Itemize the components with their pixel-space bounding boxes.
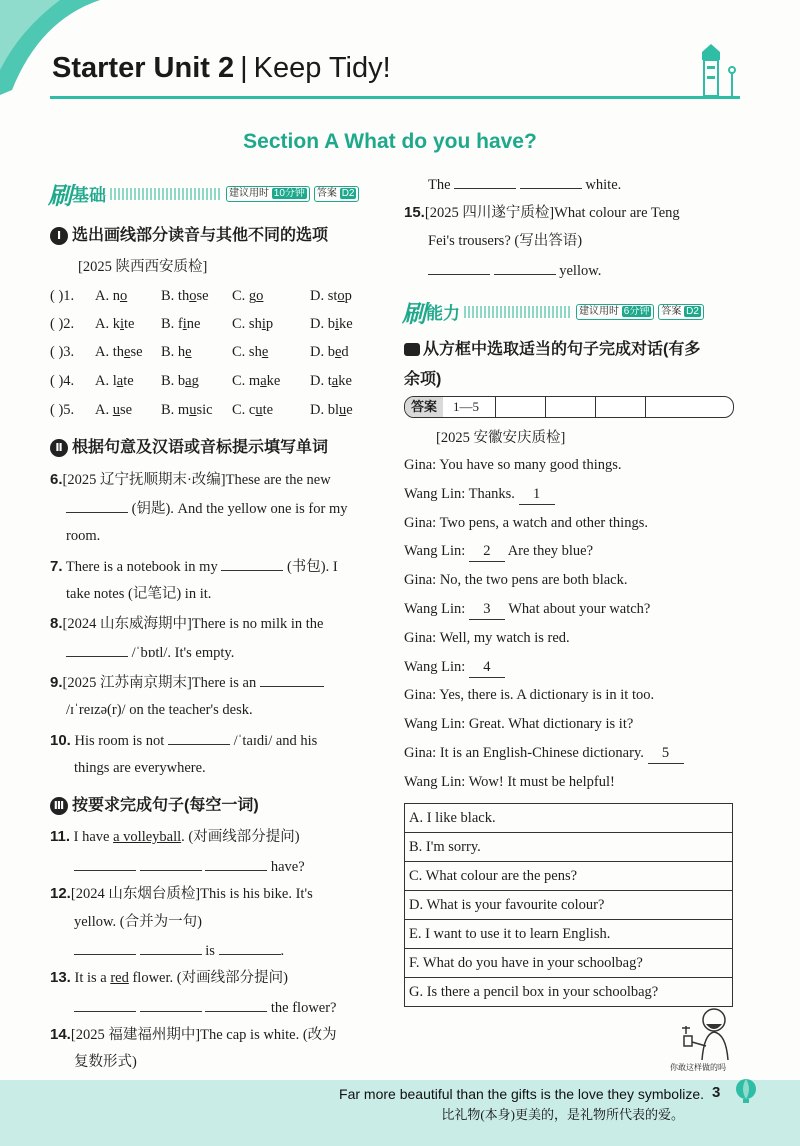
question-11-line2: have? xyxy=(74,856,305,877)
answer-blank[interactable] xyxy=(221,556,283,571)
question-8-line2: /ˈbɒtl/. It's empty. xyxy=(66,642,234,663)
answer-blank[interactable] xyxy=(219,940,281,955)
item-number: 1. xyxy=(63,288,75,304)
ability-task-line2: 余项) xyxy=(404,371,442,388)
option-c: C. she xyxy=(232,344,269,360)
footer-quote-zh: 比礼物(本身)更美的，是礼物所代表的爱。 xyxy=(441,1107,684,1122)
answer-page-tag: 答案 D2 xyxy=(658,304,704,320)
question-15-line2: Fei's trousers? (写出答语) xyxy=(428,233,583,249)
question-13-line2: the flower? xyxy=(74,997,337,1018)
option-a: A. kite xyxy=(95,316,135,332)
question-13-line1: 13. It is a red flower. (对画线部分提问) xyxy=(50,969,288,986)
answer-blank[interactable] xyxy=(140,940,202,955)
section-title: Section A What do you have? xyxy=(243,130,537,153)
header-corner-decoration xyxy=(0,0,120,100)
dialogue-blank[interactable]: 4 xyxy=(469,657,505,678)
answer-paren[interactable]: ( ) xyxy=(50,288,64,304)
dialogue-blank[interactable]: 3 xyxy=(469,599,505,620)
stripe-divider xyxy=(110,188,222,200)
option-a: A. these xyxy=(95,344,143,360)
option-sentence: G. Is there a pencil box in your schoolbag? xyxy=(409,984,659,1000)
part-i-heading: Ⅰ 选出画线部分读音与其他不同的选项 xyxy=(50,222,328,245)
mascot-caption: 你敢这样做的吗 xyxy=(670,1063,726,1072)
answer-cell[interactable] xyxy=(595,397,645,417)
part-ii-numeral: Ⅱ xyxy=(50,439,68,457)
unit-heading xyxy=(52,52,391,85)
answer-blank[interactable] xyxy=(74,940,136,955)
answer-cell[interactable] xyxy=(545,397,595,417)
part-iii-numeral: Ⅲ xyxy=(50,797,68,815)
question-6-line2: (钥匙). And the yellow one is for my xyxy=(66,498,347,519)
answer-blank[interactable] xyxy=(520,174,582,189)
choice-item xyxy=(50,286,74,306)
option-c: C. make xyxy=(232,373,281,389)
question-12-line2: yellow. (合并为一句) xyxy=(74,914,202,930)
footer-quote-en: Far more beautiful than the gifts is the love they symbolize. xyxy=(339,1086,704,1102)
dialogue-line: Gina: It is an English-Chinese dictionary. 5 xyxy=(404,743,684,764)
question-11-line1: 11. I have a volleyball. (对画线部分提问) xyxy=(50,828,300,845)
option-b: B. bag xyxy=(161,373,199,389)
dialogue-line: Gina: Two pens, a watch and other things. xyxy=(404,514,648,531)
mascot-thumbs-up-icon xyxy=(672,1004,742,1062)
ability-task-line1: 从方框中选取适当的句子完成对话(有多 xyxy=(404,336,700,359)
unit-title: Keep Tidy! xyxy=(253,52,391,84)
option-d: D. take xyxy=(310,373,352,389)
part-iii-heading: Ⅲ 按要求完成句子(每空一词) xyxy=(50,792,259,815)
answer-blank[interactable] xyxy=(140,856,202,871)
ability-label: 能力 xyxy=(426,304,460,323)
question-6-line3: room. xyxy=(66,528,101,544)
item-number: 4. xyxy=(63,373,75,389)
dialogue-blank[interactable]: 2 xyxy=(469,541,505,562)
question-7-line2: take notes (记笔记) in it. xyxy=(66,586,212,602)
dialogue-line: Gina: No, the two pens are both black. xyxy=(404,572,628,589)
ability-source: [2025 安徽安庆质检] xyxy=(436,430,566,446)
question-6-line1: 6.[2025 辽宁抚顺期末·改编]These are the new xyxy=(50,471,331,488)
question-7-line1: 7. There is a notebook in my (书包). I xyxy=(50,558,338,575)
stripe-divider xyxy=(464,306,572,318)
option-c: C. cute xyxy=(232,402,274,418)
page-number: 3 xyxy=(712,1084,721,1101)
dialogue-line: Wang Lin: Thanks. 1 xyxy=(404,484,555,505)
dialogue-line: Wang Lin: 2 Are they blue? xyxy=(404,541,593,562)
option-a: A. no xyxy=(95,288,128,304)
answer-blank[interactable] xyxy=(74,856,136,871)
suggested-time-tag: 建议用时 10分钟 xyxy=(226,186,310,202)
question-14-line3: The white. xyxy=(428,174,621,195)
option-a: A. late xyxy=(95,373,134,389)
basic-label: 基础 xyxy=(72,186,106,205)
dialogue-blank[interactable]: 1 xyxy=(519,484,555,505)
dialogue-line: Wang Lin: Wow! It must be helpful! xyxy=(404,773,615,790)
question-8-line1: 8.[2024 山东威海期中]There is no milk in the xyxy=(50,615,324,632)
ability-section-bar xyxy=(402,294,704,328)
dialogue-line: Wang Lin: Great. What dictionary is it? xyxy=(404,716,634,733)
title-separator: | xyxy=(240,52,248,84)
answer-blank[interactable] xyxy=(74,997,136,1012)
question-12-line1: 12.[2024 山东烟台质检]This is his bike. It's xyxy=(50,885,313,902)
question-15-line1: 15.[2025 四川遂宁质检]What colour are Teng xyxy=(404,204,680,221)
choice-item xyxy=(50,314,74,334)
item-number: 5. xyxy=(63,402,75,418)
answer-blank[interactable] xyxy=(205,997,267,1012)
option-b: B. fine xyxy=(161,316,201,332)
answer-blank[interactable] xyxy=(140,997,202,1012)
speech-bubble-icon xyxy=(404,343,420,356)
choice-item xyxy=(50,400,74,420)
suggested-time-tag: 建议用时 6分钟 xyxy=(576,304,654,320)
brush-char: 刷 xyxy=(402,301,426,328)
option-d: D. bed xyxy=(310,344,349,360)
question-14-line1: 14.[2025 福建福州期中]The cap is white. (改为 xyxy=(50,1026,337,1043)
option-d: D. bike xyxy=(310,316,353,332)
question-10-line1: 10. His room is not /ˈtaɪdi/ and his xyxy=(50,732,318,749)
part-i-source: [2025 陕西西安质检] xyxy=(78,259,208,275)
answer-page-tag: 答案 D2 xyxy=(314,186,360,202)
question-15-line3: yellow. xyxy=(428,260,601,281)
answer-blank[interactable] xyxy=(168,730,230,745)
option-b: B. music xyxy=(161,402,213,418)
answer-cell[interactable] xyxy=(495,397,545,417)
dialogue-line: Gina: Well, my watch is red. xyxy=(404,629,570,646)
basic-section-bar xyxy=(48,176,359,210)
unit-label: Starter Unit 2 xyxy=(52,52,235,84)
option-sentence: F. What do you have in your schoolbag? xyxy=(405,949,732,978)
choice-item xyxy=(50,342,74,362)
option-c: C. ship xyxy=(232,316,274,332)
header-rule xyxy=(50,96,740,99)
answer-blank[interactable] xyxy=(66,642,128,657)
choice-item xyxy=(50,371,74,391)
answer-paren[interactable]: ( ) xyxy=(50,344,64,360)
option-sentence: A. I like black. xyxy=(405,804,732,833)
item-number: 3. xyxy=(63,344,75,360)
option-a: A. use xyxy=(95,402,133,418)
answer-blank[interactable] xyxy=(260,672,324,687)
question-10-line2: things are everywhere. xyxy=(74,760,206,776)
dialogue-line: Wang Lin: 3 What about your watch? xyxy=(404,599,650,620)
option-sentence: E. I want to use it to learn English. xyxy=(405,920,732,949)
option-d: D. blue xyxy=(310,402,353,418)
question-9-line1: 9.[2025 江苏南京期末]There is an xyxy=(50,672,324,693)
dialogue-blank[interactable]: 5 xyxy=(648,743,684,764)
answer-paren[interactable]: ( ) xyxy=(50,402,64,418)
answer-blank[interactable] xyxy=(66,498,128,513)
dialogue-line: Wang Lin: 4 xyxy=(404,657,505,678)
option-c: C. go xyxy=(232,288,264,304)
option-sentence: C. What colour are the pens? xyxy=(405,862,732,891)
answer-blank[interactable] xyxy=(494,260,556,275)
dialogue-line: Gina: Yes, there is. A dictionary is in it too. xyxy=(404,687,655,704)
answer-strip-range: 1—5 xyxy=(453,399,480,414)
answer-strip-label: 答案 xyxy=(405,397,443,417)
option-sentence: D. What is your favourite colour? xyxy=(405,891,732,920)
answer-paren[interactable]: ( ) xyxy=(50,316,64,332)
brush-char: 刷 xyxy=(48,183,72,210)
question-14-line2: 复数形式) xyxy=(74,1054,137,1070)
question-9-line2: /ɪˈreɪzə(r)/ on the teacher's desk. xyxy=(66,702,253,718)
answer-blank[interactable] xyxy=(428,260,490,275)
answer-cell[interactable] xyxy=(405,417,455,418)
answer-blank[interactable] xyxy=(205,856,267,871)
options-box xyxy=(404,803,733,1007)
option-sentence: B. I'm sorry. xyxy=(405,833,732,862)
answer-strip xyxy=(404,396,734,418)
answer-cell[interactable] xyxy=(645,397,695,417)
question-12-line3: is . xyxy=(74,940,284,961)
option-d: D. stop xyxy=(310,288,352,304)
lighthouse-icon xyxy=(690,44,740,100)
answer-paren[interactable]: ( ) xyxy=(50,373,64,389)
balloon-icon xyxy=(734,1078,758,1104)
part-i-numeral: Ⅰ xyxy=(50,227,68,245)
dialogue-line: Gina: You have so many good things. xyxy=(404,457,622,473)
option-b: B. those xyxy=(161,288,209,304)
option-b: B. he xyxy=(161,344,192,360)
part-ii-heading: Ⅱ 根据句意及汉语或音标提示填写单词 xyxy=(50,434,328,457)
item-number: 2. xyxy=(63,316,75,332)
answer-blank[interactable] xyxy=(454,174,516,189)
